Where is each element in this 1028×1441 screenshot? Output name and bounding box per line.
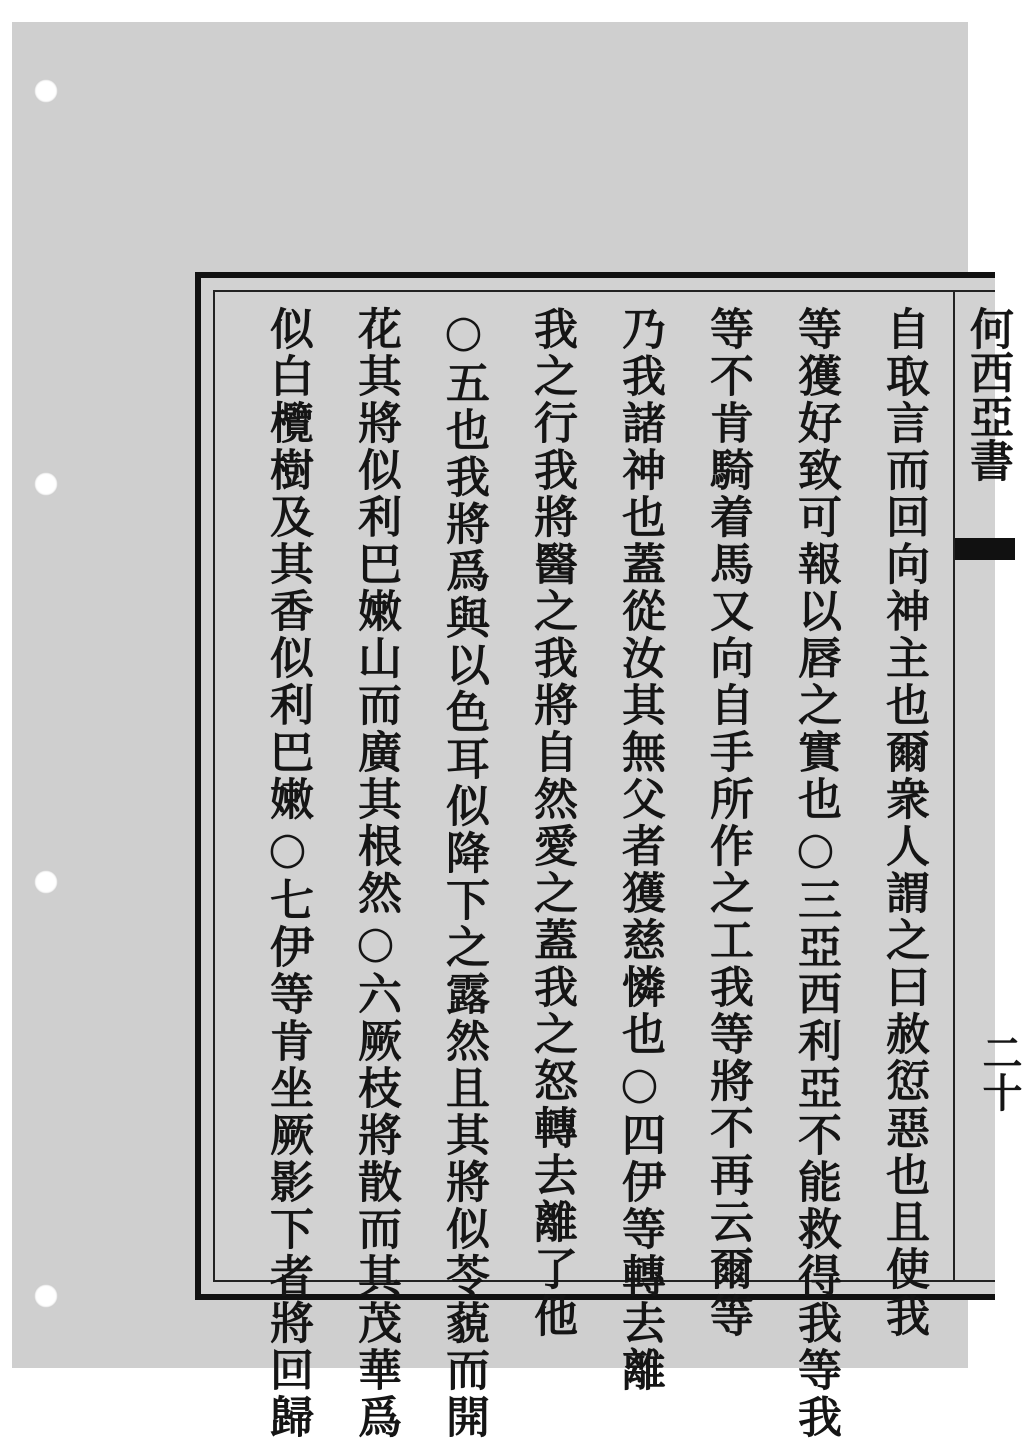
- text-column-2: 等獲好致可報以唇之實也○三亞西利亞不能救得我等我: [790, 306, 841, 1441]
- title-rule: [953, 292, 955, 1280]
- text-column-8: 似白欖樹及其香似利巴嫩○七伊等肯坐厥影下者將回歸: [262, 306, 313, 1441]
- text-column-6: ○五也我將爲與以色耳似降下之露然且其將似苓藐而開: [438, 306, 489, 1441]
- text-column-3: 等不肯騎着馬又向自手所作之工我等將不再云爾等: [702, 306, 753, 1340]
- text-column-4: 乃我諸神也蓋從汝其無父者獲慈憐也○四伊等轉去離: [614, 306, 665, 1394]
- binder-hole: [34, 870, 58, 894]
- text-column-7: 花其將似利巴嫩山而廣其根然○六厥枝將散而其茂華爲: [350, 306, 401, 1441]
- scanned-page: [12, 22, 1023, 1441]
- binder-hole: [34, 79, 58, 103]
- black-bar: [955, 538, 1015, 560]
- page-number: 二十: [976, 1032, 1023, 1112]
- binder-hole: [34, 472, 58, 496]
- text-frame: [195, 272, 1023, 1441]
- binder-hole: [34, 1284, 58, 1308]
- text-column-5: 我之行我將醫之我將自然愛之蓋我之怒轉去離了他: [526, 306, 577, 1340]
- book-title: 何西亞書: [962, 306, 1013, 482]
- text-column-1: 自取言而回向神主也爾衆人謂之曰赦愆惡也且使我: [878, 306, 929, 1340]
- text-block: [213, 290, 1023, 1441]
